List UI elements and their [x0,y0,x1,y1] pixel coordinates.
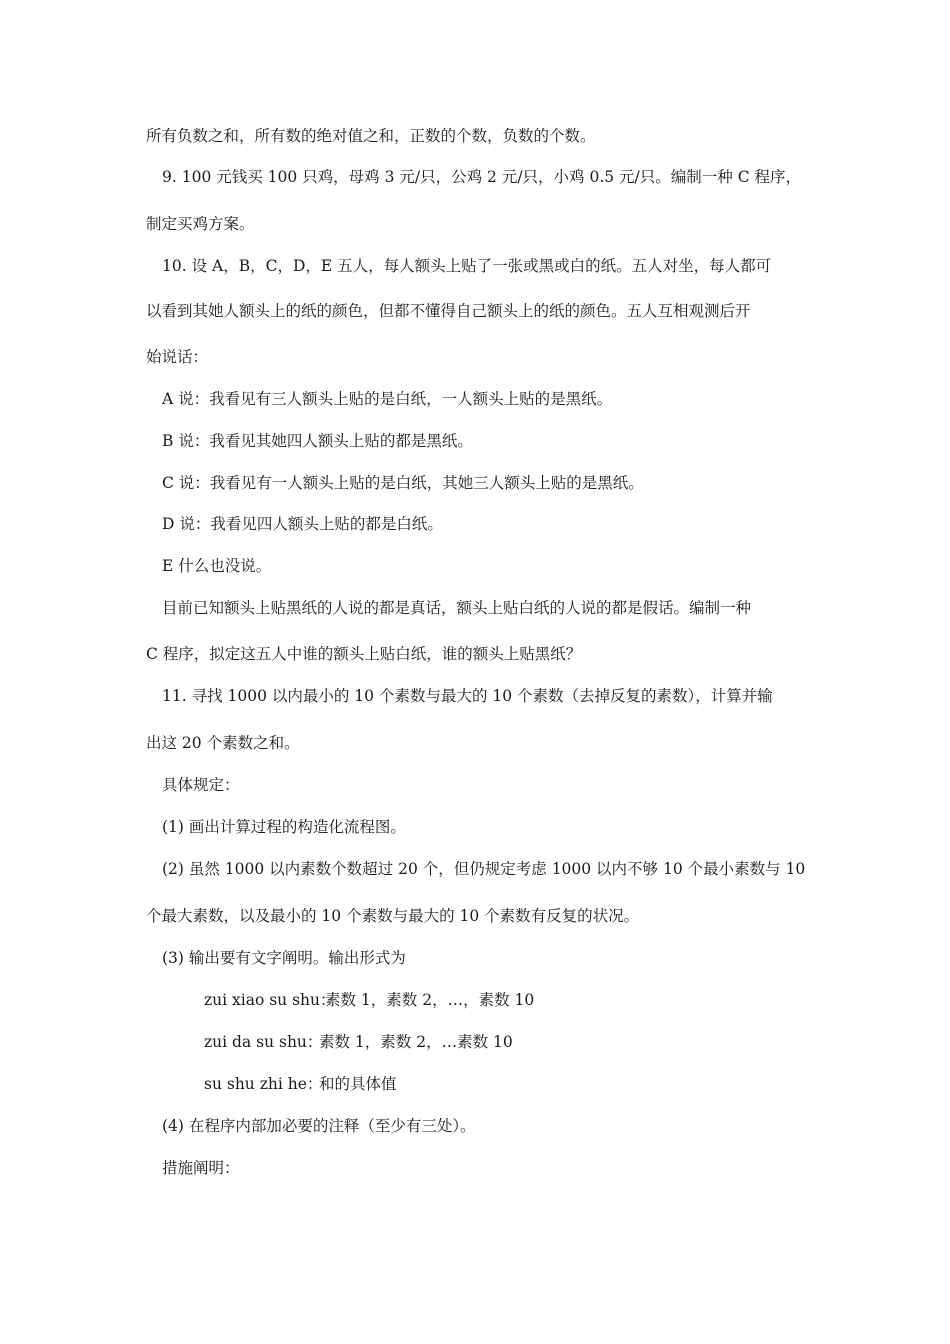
problem-10-line: 10. 设 A，B，C，D，E 五人，每人额头上贴了一张或黑或白的纸。五人对坐，每人都可 [162,257,772,275]
text-line: 始说话： [146,348,209,366]
output-format-value: 和的具体值 [319,1075,397,1093]
text-line: 出这 20 个素数之和。 [146,734,300,752]
text-line: 制定买鸡方案。 [146,215,255,233]
requirement-3: (3) 输出要有文字阐明。输出形式为 [162,949,406,967]
problem-9-line: 9. 100 元钱买 100 只鸡，母鸡 3 元/只，公鸡 2 元/只，小鸡 0.5 元/只。编制一种 C 程序， [162,168,801,186]
method-heading: 措施阐明： [162,1159,240,1177]
problem-11-line: 11. 寻找 1000 以内最小的 10 个素数与最大的 10 个素数（去掉反复的素数），计算并输 [162,687,773,705]
text-line: 以看到其她人额头上的纸的颜色，但都不懂得自己额头上的纸的颜色。五人互相观测后开 [146,302,751,320]
output-format-label: zui xiao su shu： [204,991,336,1009]
output-format-label: zui da su shu： [204,1033,323,1051]
output-format-value: 素数 1，素数 2，…，素数 10 [325,991,535,1009]
statement-d: D 说：我看见四人额头上贴的都是白纸。 [162,515,443,533]
text-line: 所有负数之和，所有数的绝对值之和，正数的个数，负数的个数。 [146,127,596,145]
requirement-2: (2) 虽然 1000 以内素数个数超过 20 个，但仍规定考虑 1000 以内不够 10 个最小素数与 10 [162,860,806,878]
statement-e: E 什么也没说。 [162,557,272,575]
statement-a: A 说：我看见有三人额头上贴的是白纸，一人额头上贴的是黑纸。 [162,390,613,408]
text-line: 个最大素数，以及最小的 10 个素数与最大的 10 个素数有反复的状况。 [146,907,640,925]
statement-b: B 说：我看见其她四人额头上贴的都是黑纸。 [162,432,473,450]
output-format-label: su shu zhi he： [204,1075,323,1093]
requirement-1: (1) 画出计算过程的构造化流程图。 [162,818,406,836]
requirements-heading: 具体规定： [162,776,240,794]
output-format-value: 素数 1，素数 2，…素数 10 [319,1033,513,1051]
requirement-4: (4) 在程序内部加必要的注释（至少有三处）。 [162,1117,476,1135]
text-line: 目前已知额头上贴黑纸的人说的都是真话，额头上贴白纸的人说的都是假话。编制一种 [162,599,752,617]
text-line: C 程序，拟定这五人中谁的额头上贴白纸，谁的额头上贴黑纸？ [146,645,582,663]
statement-c: C 说：我看见有一人额头上贴的是白纸，其她三人额头上贴的是黑纸。 [162,474,644,492]
